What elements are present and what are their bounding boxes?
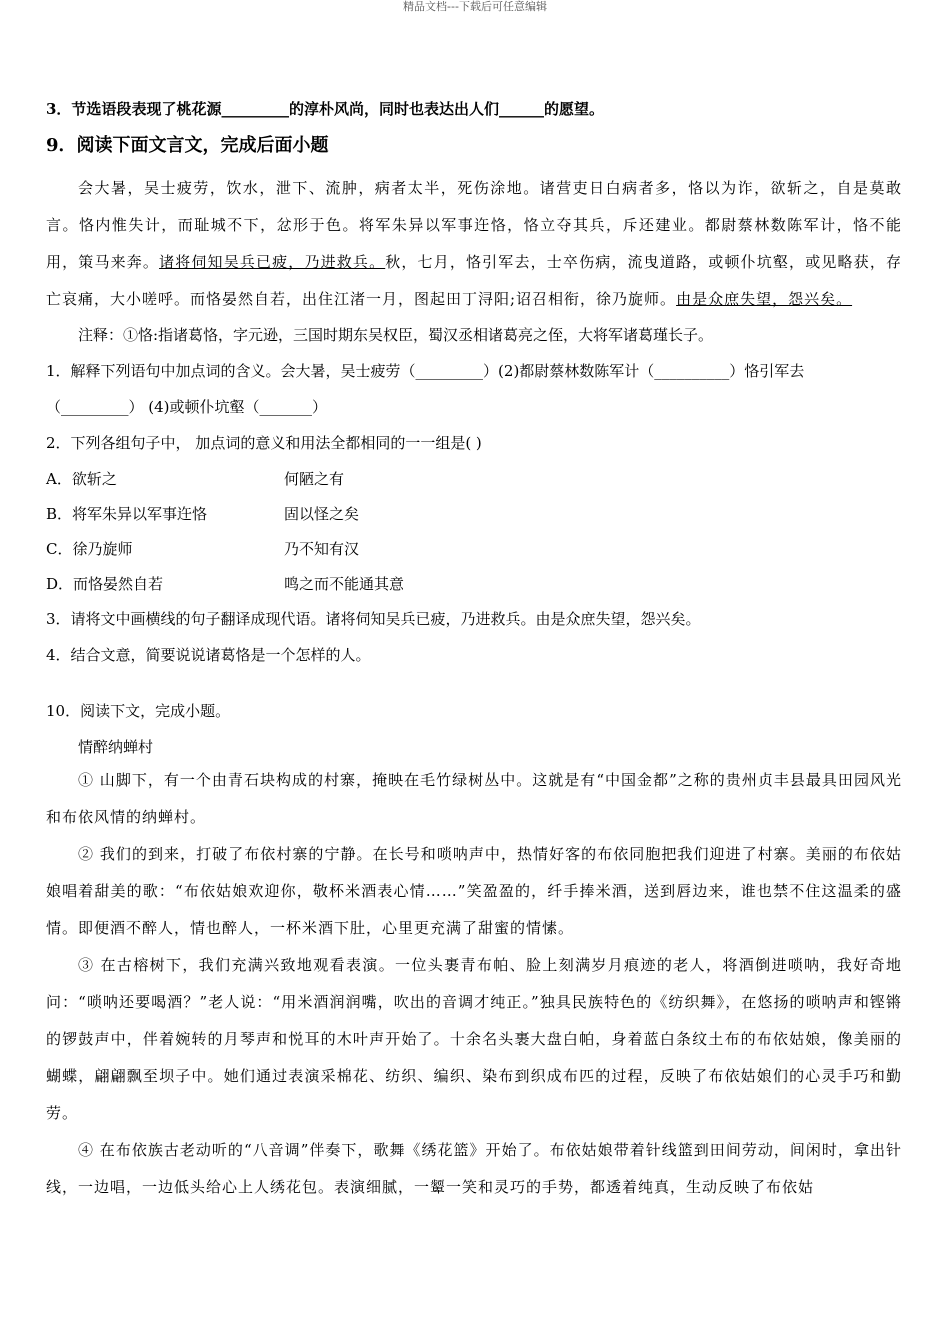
option-b-left: B．将军朱异以军事迕恪 bbox=[46, 505, 208, 523]
option-a-left: A．欲斩之 bbox=[46, 470, 117, 488]
q8-sub3: 3．节选语段表现了桃花源_________的淳朴风尚，同时也表达出人们______的愿望。 bbox=[46, 100, 604, 118]
q9-passage-part2: 秋，七月，恪引军去，士卒伤病，流曳道路，或顿仆坑壑，或见略获，存亡哀痛，大小嗟呼。而恪晏然自若，出住江渚一月，图起田丁浔阳;诏召相衔，徐乃旋师。 bbox=[46, 253, 902, 308]
option-b-right: 固以怪之矣 bbox=[284, 505, 360, 523]
q9-underlined-sentence-1: 诸将伺知吴兵已疲，乃进救兵。 bbox=[159, 253, 386, 271]
spacer bbox=[46, 680, 902, 700]
q10-paragraph-4: ④ 在布依族古老动听的“八音调”伴奏下，歌舞《绣花篮》开始了。布依姑娘带着针线篮到田间劳动，间闲时，拿出针线，一边唱，一边低头给心上人绣花包。表演细腻，一颦一笑和灵巧的手势，都透着纯真，生动反映了布依姑 bbox=[46, 1141, 902, 1196]
q9-sub2: 2．下列各组句子中， 加点词的意义和用法全都相同的一一组是( ) bbox=[46, 434, 482, 452]
option-a-right: 何陋之有 bbox=[284, 470, 345, 488]
option-d-left: D．而恪晏然自若 bbox=[46, 575, 164, 593]
q10-paragraph-1: ① 山脚下，有一个由青石块构成的村寨，掩映在毛竹绿树丛中。这就是有“中国金都”之称的贵州贞丰县最具田园风光和布依风情的纳蝉村。 bbox=[46, 771, 902, 826]
q9-option-a bbox=[46, 468, 902, 490]
q9-sub4: 4．结合文意，简要说说诸葛恪是一个怎样的人。 bbox=[46, 646, 371, 664]
q9-option-c bbox=[46, 538, 902, 560]
q9-sub1-line1: 1．解释下列语句中加点词的含义。会大暑，吴士疲劳（_________）(2)都尉蔡林数陈军计（__________）恪引军去 bbox=[46, 362, 805, 380]
q10-subtitle: 情醉纳蝉村 bbox=[78, 738, 154, 756]
page-header: 精品文档---下载后可任意编辑 bbox=[403, 0, 547, 13]
q9-sub1-line2: （_________） (4)或顿仆坑壑（_______） bbox=[46, 398, 328, 416]
q9-title: 9．阅读下面文言文，完成后面小题 bbox=[46, 135, 329, 156]
option-c-left: C．徐乃旋师 bbox=[46, 540, 133, 558]
q10-paragraph-2: ② 我们的到来，打破了布依村寨的宁静。在长号和唢呐声中，热情好客的布依同胞把我们迎进了村寨。美丽的布依姑娘唱着甜美的歌：“布依姑娘欢迎你，敬杯米酒表心情……”笑盈盈的，纤手捧米酒，送到唇边来，谁也禁不住这温柔的盛情。即便酒不醉人，情也醉人，一杯米酒下肚，心里更充满了甜蜜的情愫。 bbox=[46, 845, 902, 937]
q9-underlined-sentence-2: 由是众庶失望，怨兴矣。 bbox=[676, 290, 853, 308]
q10-paragraph-3: ③ 在古榕树下，我们充满兴致地观看表演。一位头裹青布帕、脸上刻满岁月痕迹的老人，将酒倒进唢呐，我好奇地问：“唢呐还要喝酒？”老人说：“用米酒润润嘴，吹出的音调才纯正。”独具民族特色的《纺织舞》，在悠扬的唢呐声和铿锵的锣鼓声中，伴着婉转的月琴声和悦耳的木叶声开始了。十余名头裹大盘白帕，身着蓝白条纹土布的布依姑娘，像美丽的蝴蝶，翩翩飘至坝子中。她们通过表演采棉花、纺织、编织、染布到织成布匹的过程，反映了布依姑娘们的心灵手巧和勤劳。 bbox=[46, 956, 902, 1122]
document-body bbox=[46, 98, 902, 1206]
q9-option-d bbox=[46, 573, 902, 595]
q9-passage bbox=[46, 170, 902, 318]
q9-option-b bbox=[46, 503, 902, 525]
q9-sub3: 3．请将文中画横线的句子翻译成现代语。诸将伺知吴兵已疲，乃进救兵。由是众庶失望，怨兴矣。 bbox=[46, 610, 701, 628]
q9-passage-part1: 会大暑，吴士疲劳，饮水，泄下、流肿，病者太半，死伤涂地。诸营吏日白病者多，恪以为诈，欲斩之，自是莫敢言。恪内惟失计，而耻城不下，忿形于色。将军朱异以军事迕恪，恪立夺其兵，斥还建业。都尉蔡林数陈军计，恪不能用，策马来奔。 bbox=[46, 179, 902, 271]
q10-title: 10．阅读下文，完成小题。 bbox=[46, 702, 231, 720]
option-c-right: 乃不知有汉 bbox=[284, 540, 360, 558]
option-d-right: 鸣之而不能通其意 bbox=[284, 575, 405, 593]
q9-note: 注释：①恪:指诸葛恪，字元逊，三国时期东吴权臣，蜀汉丞相诸葛亮之侄，大将军诸葛瑾长子。 bbox=[78, 326, 714, 344]
